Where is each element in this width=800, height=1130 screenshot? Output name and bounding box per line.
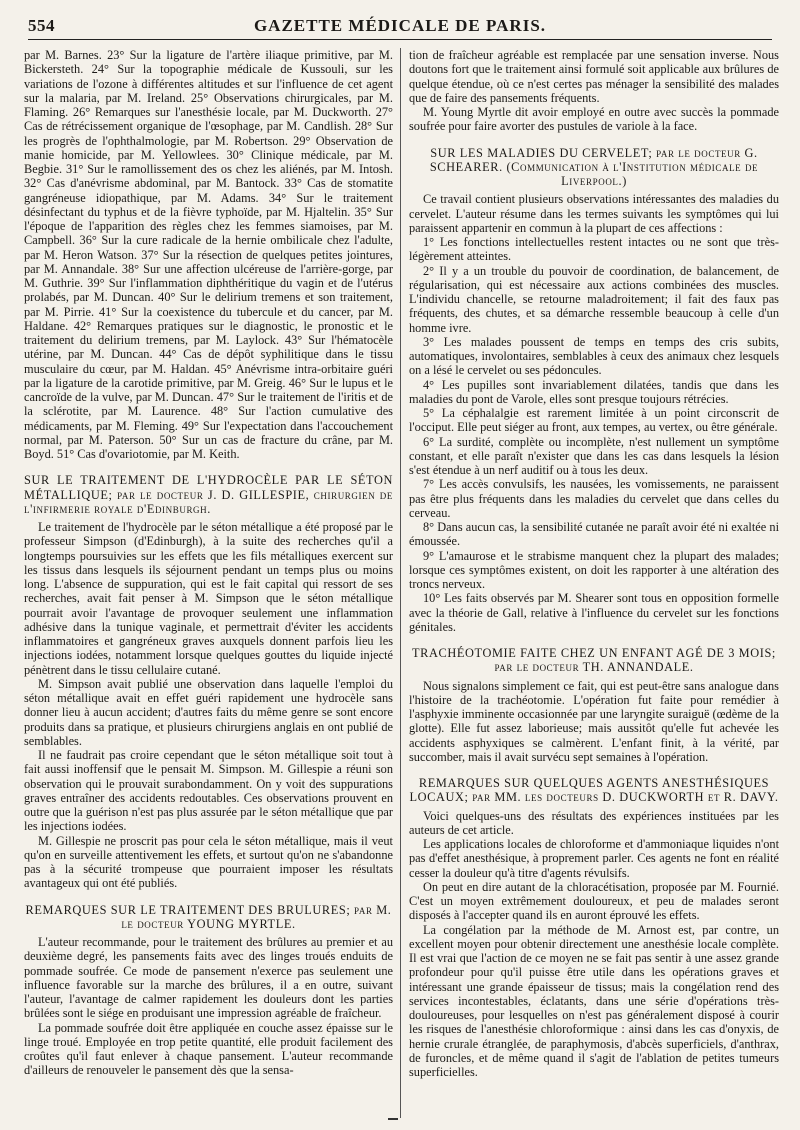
column-rule <box>400 48 401 1118</box>
paragraph: Il ne faudrait pas croire cependant que le séton métallique soit tout à fait aussi inoffensif que le pensait M. Simpson. M. Gillespie a réuni son observation qui le prouvait surabondamment. On y voit des suppurations graves entraîner des accidents redoutables. Ces observations prouvent en outre que la guérison n'est pas plus assurée par le séton métallique que par les injections iodées. <box>24 748 393 834</box>
left-column <box>24 48 393 1118</box>
paragraph: M. Young Myrtle dit avoir employé en outre avec succès la pommade soufrée pour faire avorter des pustules de variole à la face. <box>409 105 779 134</box>
paragraph: Le traitement de l'hydrocèle par le séton métallique a été proposé par le professeur Simpson (d'Edinburgh), à la suite des recherches qu'il a longtemps poursuivies sur les effets que les fils métalliques exercent sur les tissus dans lesquels ils séjournent pendant un temps plus ou moins long. L'absence de suppuration, qui est le fait capital qui ressort de ses recherches, avait fait penser à M. Simpson que le séton métallique pourrait avoir l'avantage de provoquer seulement une inflammation adhésive dans la tunique vaginale, et permettrait d'éviter les accidents inflammatoires et gangréneux graves auxquels donnent parfois lieu les injections iodées, notamment lorsque quelques gouttes du liquide injecté pénètrent dans le tissu cellulaire cutané. <box>24 520 393 677</box>
paragraph: Voici quelques-uns des résultats des expériences instituées par les auteurs de cet article. <box>409 808 779 837</box>
article-heading-burns: REMARQUES SUR LE TRAITEMENT DES BRULURES; par M. le docteur YOUNG MYRTLE. <box>25 902 392 931</box>
paragraph: tion de fraîcheur agréable est remplacée par une sensation inverse. Nous doutons fort que le traitement ainsi formulé soit applicable aux brûlures de quelque étendue, où ce n'est certes pas ménager la sensibilité des malades que de faire des pansements fréquents. <box>409 48 779 105</box>
page-header <box>28 14 772 40</box>
article-heading-anesthetics: REMARQUES SUR QUELQUES AGENTS ANESTHÉSIQUES LOCAUX; par MM. les docteurs D. DUCKWORTH et R. DAVY. <box>409 776 779 805</box>
symptom-item: 3° Les malades poussent de temps en temps des cris subits, automatiques, involontaires, semblables à ceux des animaux chez lesquels on a lésé le cervelet ou ses pédoncules. <box>409 334 779 378</box>
article-heading-hydrocele: SUR LE TRAITEMENT DE L'HYDROCÈLE PAR LE SÉTON MÉTALLIQUE; par le docteur J. D. GILLESPIE, chirurgien de l'infirmerie royale d'Edinburgh. <box>24 473 393 516</box>
paragraph: La congélation par la méthode de M. Arnost est, par contre, un excellent moyen pour obtenir directement une anesthésie locale complète. Il est vrai que l'action de ce moyen ne se fait pas sentir à une assez grande profondeur pour qu'il puisse être utile dans les opérations graves et intéressant une grande épaisseur de tissus; mais la congélation rend des services incontestables, éclatants, dans une série d'opérations très-douloureuses, pour lesquelles on n'est pas généralement disposé à courir les risques de l'anesthésie chloroformique : ainsi dans les cas d'onyxis, de hernie crurale étranglée, de paraphymosis, d'abcès superficiels, d'anthrax, de furoncles, et de même quand il s'agit de l'ablation de petites tumeurs superficielles. <box>409 922 779 1079</box>
paragraph: Les applications locales de chloroforme et d'ammoniaque liquides n'ont pas d'effet anesthésique, à proprement parler. Ces agents ne font en réalité cesser la douleur qu'à titre d'agents révulsifs. <box>409 837 779 880</box>
paragraph: On peut en dire autant de la chloracétisation, proposée par M. Fournié. C'est un moyen extrêmement douloureux, et peu de malades seront disposés à l'accepter quand ils en auront éprouvé les effets. <box>409 879 779 923</box>
article-heading-tracheotomy: TRACHÉOTOMIE FAITE CHEZ UN ENFANT AGÉ DE 3 MOIS; par le docteur TH. ANNANDALE. <box>412 646 776 675</box>
society-papers-list: par M. Barnes. 23° Sur la ligature de l'artère iliaque primitive, par M. Bickersteth. 24° Sur la topographie médicale de Kussouli, sur les variations de l'ozone à différentes altitudes et sur l'influence de cet agent sur la malaria, par M. Ireland. 25° Observations chirurgicales, par M. Flaming. 26° Remarques sur l'anesthésie locale, par M. Duckworth. 27° Cas de rétrécissement organique de l'œsophage, par M. Candlish. 28° Sur les progrès de l'ophthalmologie, par M. Robertson. 29° Observation de manie homicide, par M. Yellowlees. 30° Clinique médicale, par M. Begbie. 31° Sur le ramollissement des os chez les aliénés, par M. Intosh. 32° Cas d'anévrisme abdominal, par M. Bantock. 33° Cas de stomatite gangréneuse idiopathique, par M. Adams. 34° Sur le traitement désinfectant du typhus et de la fièvre typhoïde, par M. Hjaltelin. 35° Sur l'époque de l'apparition des règles chez les femmes siamoises, par M. Campbell. 36° Sur la cure radicale de la hernie ombilicale chez l'adulte, par M. Heron Watson. 37° Sur la résection de quelques petites jointures, par M. Annandale. 38° Sur une affection ulcéreuse de l'arrière-gorge, par M. Guthrie. 39° Sur l'inflammation diphthéritique du vagin et de l'utérus prolabés, par M. Duncan. 40° Sur le delirium tremens et son traitement, par M. Pirrie. 41° Sur la coexistence du tubercule et du cancer, par M. Haldane. 42° Remarques pratiques sur le diagnostic, le pronostic et le traitement du delirium tremens, par M. Laylock. 43° Sur l'hématocèle utérine, par M. Duncan. 44° Cas de dépôt syphilitique dans le tissu musculaire du cœur, par M. Haldan. 45° Anévrisme intra-orbitaire guéri par la ligature de la carotide primitive, par M. Greig. 46° Sur le lupus et le cancroïde de la vulve, par M. Duncan. 47° Sur le traitement de l'iritis et de la sclérotite, par M. Laurence. 48° Sur l'action cumulative des médicaments, par M. Fleming. 49° Sur l'expectation dans l'accouchement normal, par M. Paterson. 50° Sur un cas de fracture du crâne, par M. Boyd. 51° Cas d'ovariotomie, par M. Keith. <box>24 48 393 461</box>
symptom-item: 5° La céphalalgie est rarement limitée à un point circonscrit de l'occiput. Elle peut siéger au front, aux tempes, au vertex, ou être générale. <box>409 406 779 435</box>
page-number: 554 <box>28 16 55 35</box>
footer-mark <box>388 1118 398 1120</box>
symptom-item: 7° Les accès convulsifs, les nausées, les vomissements, ne paraissent pas être plus fréquents dans les maladies du cervelet que dans celles du cerveau. <box>409 477 779 520</box>
symptom-item: 8° Dans aucun cas, la sensibilité cutanée ne paraît avoir été ni exaltée ni émoussée. <box>409 520 779 549</box>
symptom-item: 9° L'amaurose et le strabisme manquent chez la plupart des malades; lorsque ces symptômes existent, on doit les rapporter à une altération des troncs nerveux. <box>409 548 779 591</box>
paragraph: La pommade soufrée doit être appliquée en couche assez épaisse sur le linge troué. Employée en trop petite quantité, elle produit facilement des croûtes qu'il faut enlever à chaque pansement. L'auteur recommande d'ailleurs de renouveler le pansement dès que la sensa- <box>24 1020 393 1078</box>
running-title: GAZETTE MÉDICALE DE PARIS. <box>253 16 547 35</box>
symptom-item: 1° Les fonctions intellectuelles restent intactes ou ne sont que très-légèrement atteintes. <box>409 235 779 264</box>
paragraph: M. Gillespie ne proscrit pas pour cela le séton métallique, mais il veut qu'on en surveille attentivement les effets, et surtout qu'on ne s'abandonne pas à la sécurité trompeuse que pourraient imposer les résultats avantageux qui ont été publiés. <box>24 833 393 891</box>
symptom-item: 4° Les pupilles sont invariablement dilatées, tandis que dans les maladies du pont de Varole, elles sont presque toujours rétrécies. <box>409 377 779 406</box>
paragraph: M. Simpson avait publié une observation dans laquelle l'emploi du séton métallique avait en effet guéri rapidement une hydrocèle sans donner lieu à aucun accident; d'autres faits du même genre se sont encore produits dans sa pratique, et plusieurs chirurgiens anglais en ont publié de semblables. <box>24 676 393 748</box>
article-heading-cervelet: SUR LES MALADIES DU CERVELET; par le docteur G. SCHEARER. (Communication à l'Institution médicale de Liverpool.) <box>429 145 759 188</box>
paragraph: Ce travail contient plusieurs observations intéressantes des maladies du cervelet. L'auteur résume dans les termes suivants les symptômes qui lui paraissent appartenir en commun à la plupart de ces affections : <box>409 192 779 235</box>
right-column <box>409 48 779 1118</box>
paragraph: Nous signalons simplement ce fait, qui est peut-être sans analogue dans l'histoire de la trachéotomie. L'opération fut faite pour remédier à l'asphyxie imminente occasionnée par une laryngite suraiguë (œdème de la glotte). Elle fut assez laborieuse; mais aussitôt qu'elle fut achevée les accidents asphyxiques se calmèrent. L'enfant finit, à la vérité, par succomber, mais il avait survécu sept semaines à l'opération. <box>409 678 779 764</box>
symptom-item: 2° Il y a un trouble du pouvoir de coordination, de balancement, de régularisation, qui est nécessaire aux actions combinées des muscles. L'individu chancelle, se retourne maladroitement; il fait des faux pas fréquents, des chutes, et sa démarche ressemble beaucoup à celle d'un homme ivre. <box>409 263 779 335</box>
symptom-item: 6° La surdité, complète ou incomplète, n'est nullement un symptôme constant, et elle paraît n'exister que dans les cas dans lesquels la lésion s'est étendue à un nerf auditif ou à tous les deux. <box>409 434 779 477</box>
paragraph: L'auteur recommande, pour le traitement des brûlures au premier et au deuxième degré, les pansements faits avec des linges troués enduits de pommade soufrée. Ce mode de pansement n'exerce pas seulement une influence favorable sur la marche des brûlures, il a en outre, suivant l'auteur, l'avantage de calmer rapidement les douleurs dont les parties brûlées sont le siége en produisant une impression agréable de fraîcheur. <box>24 935 393 1021</box>
symptom-item: 10° Les faits observés par M. Shearer sont tous en opposition formelle avec la théorie de Gall, relative à l'influence du cervelet sur les fonctions génitales. <box>409 591 779 634</box>
